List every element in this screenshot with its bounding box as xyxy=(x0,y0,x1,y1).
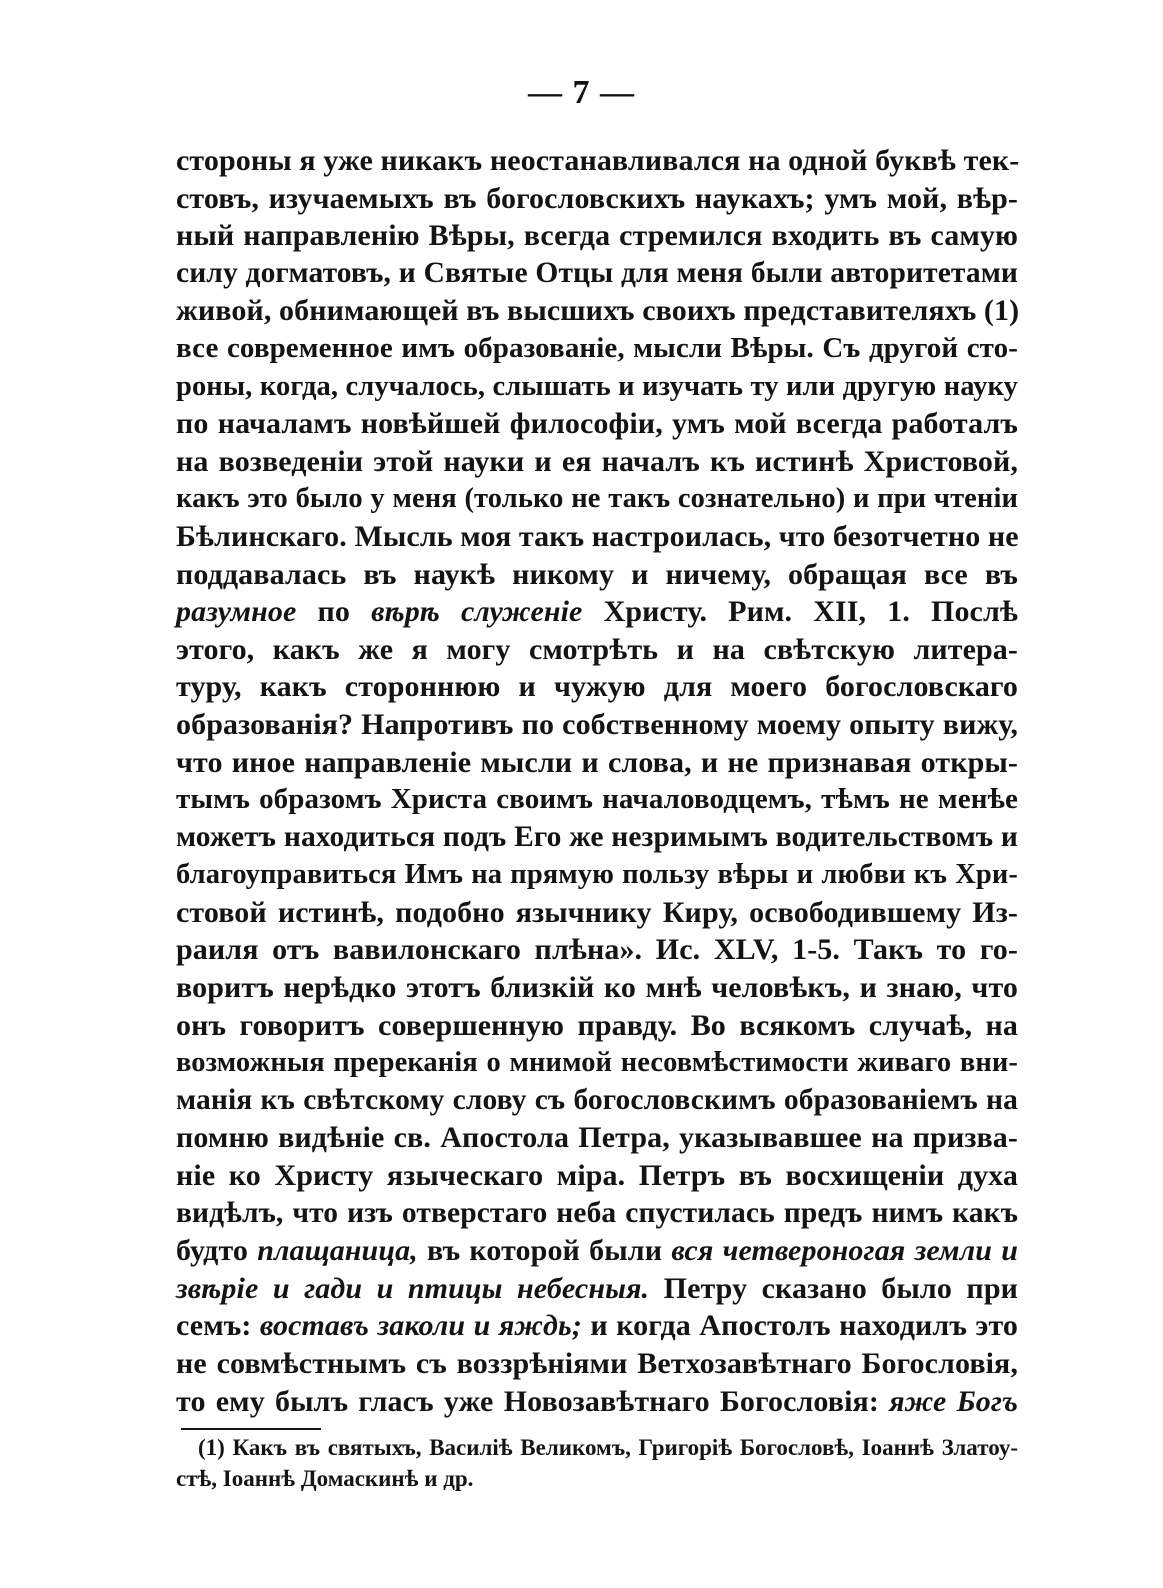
italic-phrase: звѣріе и гади и птицы небесныя. xyxy=(176,1271,650,1305)
text-line: образованія? Напротивъ по собственному моему опыту вижу, xyxy=(176,707,1018,741)
text-line xyxy=(176,1307,1018,1345)
text-line: ный направленію Вѣры, всегда стремился входить въ самую xyxy=(176,219,1018,253)
text-line xyxy=(176,1383,1018,1421)
text-line: воритъ нерѣдко этотъ близкій ко мнѣ человѣкъ, и знаю, что xyxy=(176,971,1018,1005)
page-number: — 7 — xyxy=(528,74,635,111)
text-line: силу догматовъ, и Святые Отцы для меня были авторитетами xyxy=(176,256,1018,289)
text-line: возможныя пререканія о мнимой несовмѣстимости живаго вни- xyxy=(176,1047,1018,1079)
footnote-line: (1) Какъ въ святыхъ, Василіѣ Великомъ, Григоріѣ Богословѣ, Іоаннѣ Златоу- xyxy=(198,1435,1018,1460)
text-line: можетъ находиться подъ Его же незримымъ водительствомъ и xyxy=(176,820,1018,853)
text-line: стовой истинѣ, подобно язычнику Киру, освободившему Из- xyxy=(176,895,1018,929)
text-line xyxy=(176,593,1018,631)
italic-phrase: вся четвероногая земли и xyxy=(671,1234,1018,1268)
text-line: онъ говоритъ совершенную правду. Во всякомъ случаѣ, на xyxy=(176,1008,1018,1042)
italic-phrase: воставъ заколи и яждь; xyxy=(259,1309,582,1343)
text-line: благоуправиться Имъ на прямую пользу вѣры и любви къ Хри- xyxy=(176,859,1018,891)
body-text xyxy=(176,142,1018,1420)
text-line: роны, когда, случалось, слышать и изучать ту или другую науку xyxy=(176,370,1018,402)
text-line: по началамъ новѣйшей философіи, умъ мой всегда работалъ xyxy=(176,407,1018,441)
italic-phrase: плащаница, xyxy=(257,1234,418,1268)
text-line: на возведеніи этой науки и ея началъ къ истинѣ Христовой, xyxy=(176,444,1018,478)
text-line: все современное имъ образованіе, мысли Вѣры. Съ другой сто- xyxy=(176,331,1018,364)
footnote-divider xyxy=(181,1428,321,1430)
plain-phrase: Петру сказано было при xyxy=(649,1271,1018,1305)
plain-phrase: то ему былъ гласъ уже Новозавѣтнаго Богословія: xyxy=(176,1384,890,1418)
text-line: что иное направленіе мысли и слова, и не признавая откры- xyxy=(176,745,1018,779)
plain-phrase: по xyxy=(296,595,372,629)
text-line: стовъ, изучаемыхъ въ богословскихъ наукахъ; умъ мой, вѣр- xyxy=(176,181,1018,215)
text-line xyxy=(176,1270,1018,1308)
text-line: манія къ свѣтскому слову съ богословскимъ образованіемъ на xyxy=(176,1083,1018,1116)
text-line: тымъ образомъ Христа своимъ началоводцемъ, тѣмъ не менѣе xyxy=(176,783,1018,816)
plain-phrase: Христу. Рим. XII, 1. Послѣ xyxy=(582,595,1018,629)
text-line: туру, какъ стороннюю и чужую для моего богословскаго xyxy=(176,670,1018,704)
footnote xyxy=(176,1432,1018,1494)
italic-phrase: яже Богъ xyxy=(889,1384,1018,1418)
plain-phrase: и когда Апостолъ находилъ это xyxy=(581,1309,1018,1343)
text-line: ніе ко Христу языческаго міра. Петръ въ восхищеніи духа xyxy=(176,1159,1018,1193)
text-line: раиля отъ вавилонскаго плѣна». Ис. XLV, 1-5. Такъ то го- xyxy=(176,933,1018,967)
plain-phrase: будто xyxy=(176,1234,258,1268)
text-line: живой, обнимающей въ высшихъ своихъ представителяхъ (1) xyxy=(176,294,1020,328)
text-line: помню видѣніе св. Апостола Петра, указывавшее на призва- xyxy=(176,1121,1018,1155)
text-line: не совмѣстнымъ съ воззрѣніями Ветхозавѣтнаго Богословія, xyxy=(176,1347,1018,1380)
italic-phrase: вѣрѣ служеніе xyxy=(371,595,583,629)
footnote-line: стѣ, Іоаннѣ Домаскинѣ и др. xyxy=(176,1466,474,1491)
plain-phrase: въ которой были xyxy=(417,1234,672,1268)
text-line: какъ это было у меня (только не такъ сознательно) и при чтеніи xyxy=(176,483,1018,515)
text-line xyxy=(176,1232,1018,1270)
italic-phrase: разумное xyxy=(176,595,297,629)
text-line: поддавалась въ наукѣ никому и ничему, обращая все въ xyxy=(176,557,1018,591)
text-line: видѣлъ, что изъ отверстаго неба спустилась предъ нимъ какъ xyxy=(176,1196,1018,1229)
text-line: этого, какъ же я могу смотрѣть и на свѣтскую литера- xyxy=(176,632,1018,666)
text-line: Бѣлинскаго. Мысль моя такъ настроилась, что безотчетно не xyxy=(176,519,1019,553)
text-line: стороны я уже никакъ неостанавливался на одной буквѣ тек- xyxy=(176,144,1020,177)
plain-phrase: семъ: xyxy=(176,1309,260,1343)
